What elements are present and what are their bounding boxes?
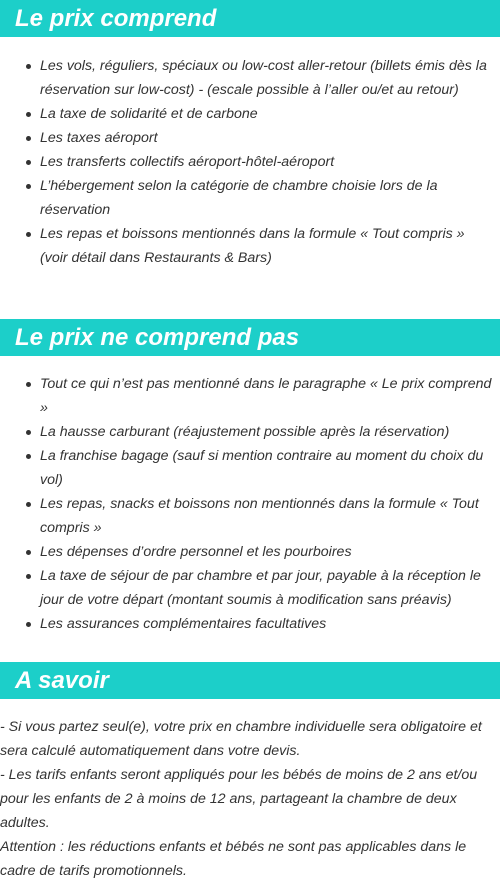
list-item: Tout ce qui n’est pas mentionné dans le paragraphe « Le prix comprend »: [40, 372, 494, 420]
list-item: La taxe de solidarité et de carbone: [40, 102, 494, 126]
price-includes-list: [0, 54, 500, 270]
info-line: - Si vous partez seul(e), votre prix en chambre individuelle sera obligatoire et sera calculé automatiquement dans votre devis.: [0, 719, 482, 759]
info-line: - Les tarifs enfants seront appliqués pour les bébés de moins de 2 ans et/ou pour les enfants de 2 à moins de 12 ans, partageant la chambre de deux adultes.: [0, 767, 478, 831]
list-item: La franchise bagage (sauf si mention contraire au moment du choix du vol): [40, 444, 494, 492]
info-line: Attention : les réductions enfants et bébés ne sont pas applicables dans le cadre de tarifs promotionnels.: [0, 839, 467, 879]
price-includes-section: [0, 0, 500, 270]
list-item: L’hébergement selon la catégorie de chambre choisie lors de la réservation: [40, 174, 494, 222]
list-item: Les taxes aéroport: [40, 126, 494, 150]
price-includes-heading: Le prix comprend: [0, 0, 500, 37]
list-item: Les repas, snacks et boissons non mentionnés dans la formule « Tout compris »: [40, 492, 494, 540]
list-item: Les dépenses d’ordre personnel et les pourboires: [40, 540, 494, 564]
list-item: Les vols, réguliers, spéciaux ou low-cost aller-retour (billets émis dès la réservation sur low-cost) - (escale possible à l’aller ou/et au retour): [40, 54, 494, 102]
list-item: La taxe de séjour de par chambre et par jour, payable à la réception le jour de votre départ (montant soumis à modification sans préavis): [40, 564, 494, 612]
good-to-know-section: [0, 662, 500, 883]
good-to-know-heading: A savoir: [0, 662, 500, 699]
list-item: Les transferts collectifs aéroport-hôtel-aéroport: [40, 150, 494, 174]
list-item: Les assurances complémentaires facultatives: [40, 612, 494, 636]
price-excludes-list: [0, 372, 500, 636]
good-to-know-text: [0, 715, 500, 883]
list-item: Les repas et boissons mentionnés dans la formule « Tout compris » (voir détail dans Restaurants & Bars): [40, 222, 494, 270]
list-item: La hausse carburant (réajustement possible après la réservation): [40, 420, 494, 444]
price-excludes-heading: Le prix ne comprend pas: [0, 319, 500, 356]
price-excludes-section: [0, 319, 500, 636]
